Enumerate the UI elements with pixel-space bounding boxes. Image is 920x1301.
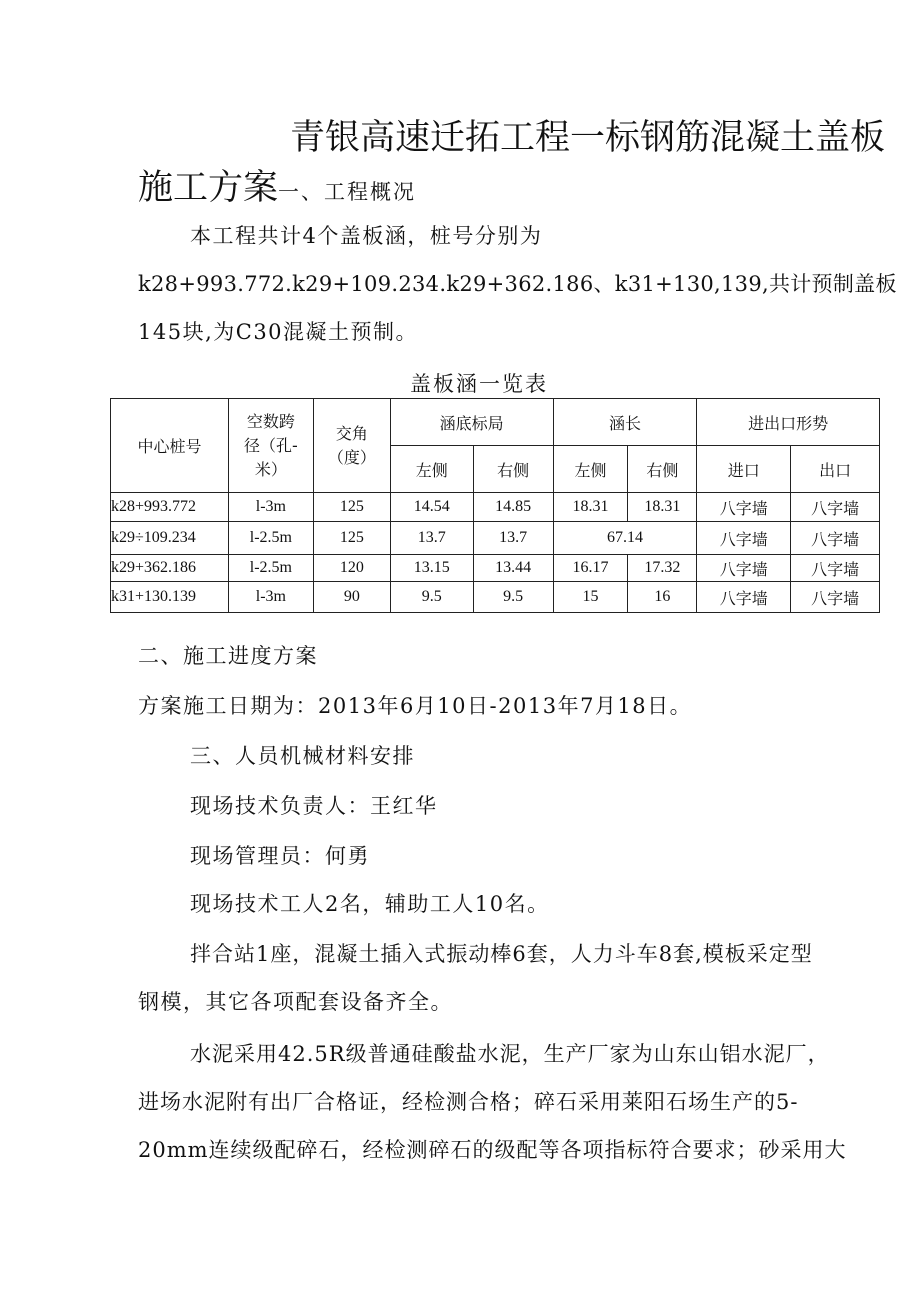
cell-bottom-right: 14.85 (473, 493, 553, 522)
header-culvert-length: 涵长 (553, 399, 697, 446)
header-bottom-left: 左侧 (390, 446, 473, 493)
cell-bottom-right: 13.44 (473, 555, 553, 582)
equipment-line2: 钢模，其它各项配套设备齐全。 (138, 990, 453, 1014)
header-bottom-right: 右侧 (473, 446, 553, 493)
cell-span: l-3m (228, 493, 313, 522)
cell-station: k31+130.139 (111, 582, 229, 613)
tech-lead: 现场技术负责人：王红华 (190, 794, 438, 818)
header-portal-type: 进出口形势 (697, 399, 880, 446)
materials-line1: 水泥采用42.5R级普通硅酸盐水泥，生产厂家为山东山铝水泥厂， (190, 1042, 830, 1066)
cell-span: l-2.5m (228, 522, 313, 555)
document-title-line2 (138, 160, 416, 210)
header-exit: 出口 (791, 446, 880, 493)
cell-length-left: 16.17 (553, 555, 628, 582)
document-title-suffix: 施工方案 (138, 168, 279, 208)
cell-length-right: 17.32 (628, 555, 697, 582)
cell-span: l-3m (228, 582, 313, 613)
table-caption: 盖板涵一览表 (410, 372, 548, 396)
cell-angle: 120 (313, 555, 390, 582)
header-station: 中心桩号 (111, 399, 229, 493)
cell-length-left: 15 (553, 582, 628, 613)
cell-length-merged: 67.14 (553, 522, 697, 555)
cell-bottom-right: 9.5 (473, 582, 553, 613)
cell-length-right: 16 (628, 582, 697, 613)
cell-bottom-right: 13.7 (473, 522, 553, 555)
cell-angle: 90 (313, 582, 390, 613)
header-entrance: 进口 (697, 446, 791, 493)
schedule-text: 方案施工日期为：2013年6月10日-2013年7月18日。 (138, 694, 693, 718)
cell-length-left: 18.31 (553, 493, 628, 522)
cell-bottom-left: 13.15 (390, 555, 473, 582)
overview-line1: 本工程共计4个盖板涵，桩号分别为 (190, 224, 543, 248)
cell-station: k28+993.772 (111, 493, 229, 522)
cell-entrance: 八字墙 (697, 522, 791, 555)
section3-heading: 三、人员机械材料安排 (190, 744, 415, 768)
cell-exit: 八字墙 (791, 522, 880, 555)
header-angle: 交角（度） (313, 399, 390, 493)
materials-line3: 20mm连续级配碎石，经检测碎石的级配等各项指标符合要求；砂采用大 (138, 1138, 847, 1162)
header-bottom-elevation: 涵底标局 (390, 399, 553, 446)
overview-line2: k28+993.772.k29+109.234.k29+362.186、k31+130,139,共计预制盖板 (138, 272, 897, 296)
site-manager: 现场管理员：何勇 (190, 844, 370, 868)
table-row (111, 582, 880, 613)
header-length-left: 左侧 (553, 446, 628, 493)
table-row (111, 493, 880, 522)
overview-line3: 145块,为C30混凝土预制。 (138, 320, 419, 344)
cell-exit: 八字墙 (791, 582, 880, 613)
section2-heading: 二、施工进度方案 (138, 644, 318, 668)
header-length-right: 右侧 (628, 446, 697, 493)
cell-bottom-left: 14.54 (390, 493, 473, 522)
cell-bottom-left: 13.7 (390, 522, 473, 555)
cell-length-right: 18.31 (628, 493, 697, 522)
table-row (111, 555, 880, 582)
document-title-line1: 青银高速迁拓工程一标钢筋混凝土盖板 (290, 118, 886, 158)
workers-count: 现场技术工人2名，辅助工人10名。 (190, 892, 550, 916)
table-row (111, 522, 880, 555)
cell-angle: 125 (313, 522, 390, 555)
cell-bottom-left: 9.5 (390, 582, 473, 613)
cell-entrance: 八字墙 (697, 582, 791, 613)
section1-heading: 一、工程概况 (278, 180, 417, 204)
cell-angle: 125 (313, 493, 390, 522)
materials-line2: 进场水泥附有出厂合格证，经检测合格；碎石采用莱阳石场生产的5- (138, 1090, 799, 1114)
cell-station: k29÷109.234 (111, 522, 229, 555)
cell-exit: 八字墙 (791, 555, 880, 582)
cell-station: k29+362.186 (111, 555, 229, 582)
cell-span: l-2.5m (228, 555, 313, 582)
cell-exit: 八字墙 (791, 493, 880, 522)
culvert-table (110, 398, 880, 613)
equipment-line1: 拌合站1座，混凝土插入式振动棒6套，人力斗车8套,模板采定型 (190, 942, 813, 966)
cell-entrance: 八字墙 (697, 493, 791, 522)
header-span: 空数跨径（孔-米） (228, 399, 313, 493)
cell-entrance: 八字墙 (697, 555, 791, 582)
